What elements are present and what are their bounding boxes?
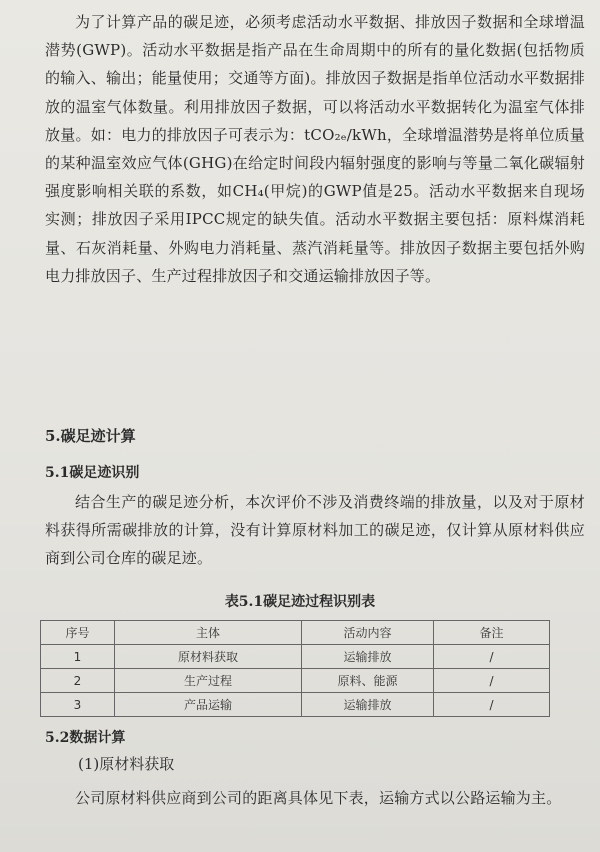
header-index: 序号: [41, 621, 115, 645]
table-caption: 表5.1碳足迹过程识别表: [224, 594, 376, 610]
cell-activity: 原料、能源: [302, 669, 434, 693]
cell-remark: /: [434, 645, 550, 669]
header-subject: 主体: [115, 621, 302, 645]
cell-remark: /: [434, 669, 550, 693]
table-row: [41, 645, 550, 669]
cell-index: 2: [41, 669, 115, 693]
header-activity: 活动内容: [302, 621, 434, 645]
cell-subject: 产品运输: [115, 693, 302, 717]
paragraph-supplier-distance: 公司原材料供应商到公司的距离具体见下表，运输方式以公路运输为主。: [75, 789, 562, 807]
table-row: [41, 669, 550, 693]
cell-remark: /: [434, 693, 550, 717]
cell-activity: 运输排放: [302, 645, 434, 669]
cell-index: 1: [41, 645, 115, 669]
cell-activity: 运输排放: [302, 693, 434, 717]
cell-subject: 生产过程: [115, 669, 302, 693]
table-header-row: [41, 621, 550, 645]
section-heading-5-2: 5.2数据计算: [45, 730, 126, 746]
section-heading-5-1: 5.1碳足迹识别: [45, 465, 140, 481]
cell-subject: 原材料获取: [115, 645, 302, 669]
table-row: [41, 693, 550, 717]
subsection-raw-material: (1)原材料获取: [78, 755, 175, 773]
paragraph-footprint-identification: 结合生产的碳足迹分析，本次评价不涉及消费终端的排放量，以及对于原材料获得所需碳排放的计算，没有计算原材料加工的碳足迹，仅计算从原材料供应商到公司仓库的碳足迹。: [45, 493, 585, 568]
header-remark: 备注: [434, 621, 550, 645]
section-heading-5: 5.碳足迹计算: [45, 427, 136, 445]
paragraph-carbon-footprint-intro: 为了计算产品的碳足迹，必须考虑活动水平数据、排放因子数据和全球增温潜势(GWP)。活动水平数据是指产品在生命周期中的所有的量化数据(包括物质的输入、输出；能量使用；交通等方面)。排放因子数据是指单位活动水平数据排放的温室气体数量。利用排放因子数据，可以将活动水平数据转化为温室气体排放量。如：电力的排放因子可表示为：tCO₂ₑ/kWh，全球增温潜势是将单位质量的某种温室效应气体(GHG)在给定时间段内辐射强度的影响与等量二氧化碳辐射强度影响相关联的系数，如CH₄(甲烷)的GWP值是25。活动水平数据来自现场实测；排放因子采用IPCC规定的缺失值。活动水平数据主要包括：原料煤消耗量、石灰消耗量、外购电力消耗量、蒸汽消耗量等。排放因子数据主要包括外购电力排放因子、生产过程排放因子和交通运输排放因子等。: [45, 13, 585, 285]
process-identification-table: [40, 620, 550, 717]
cell-index: 3: [41, 693, 115, 717]
